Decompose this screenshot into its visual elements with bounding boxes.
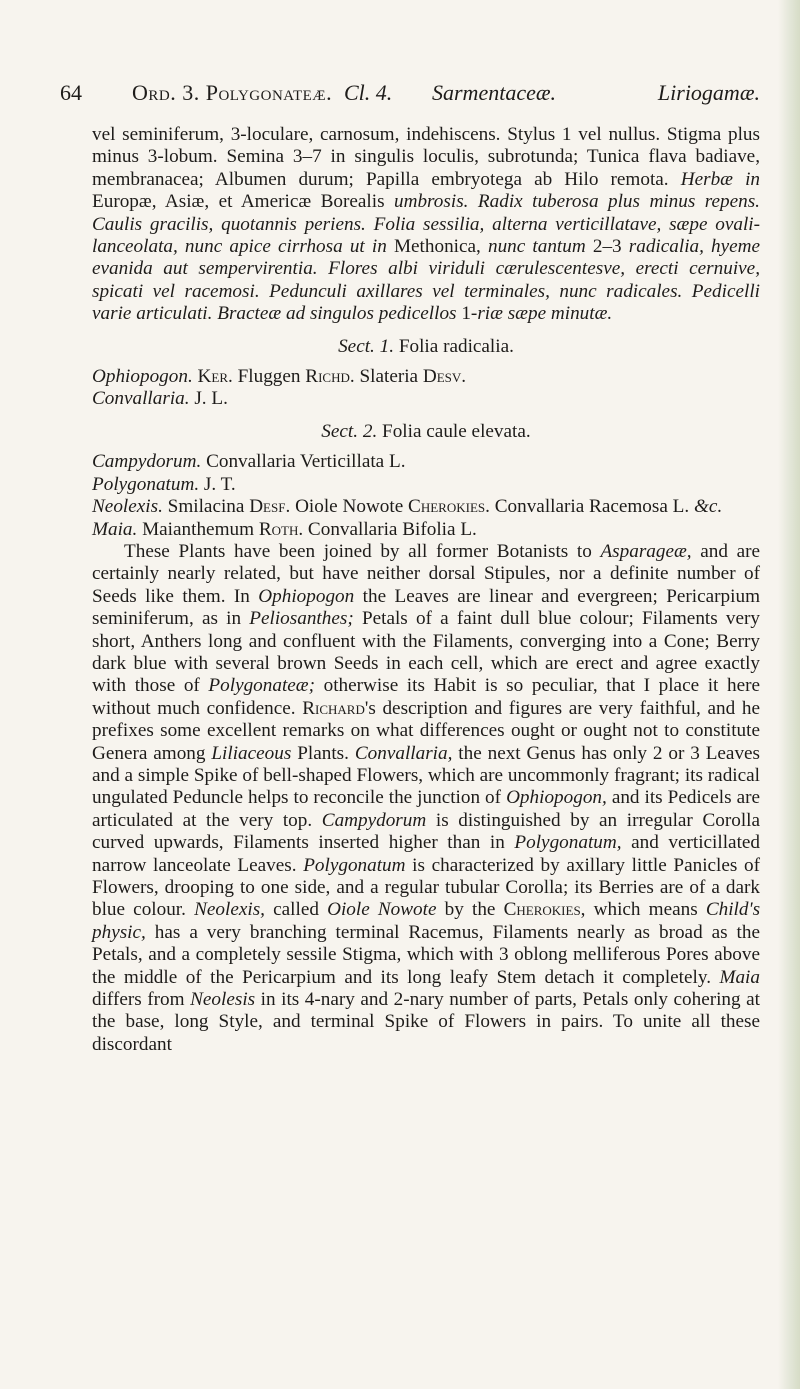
text-run: Oiole Nowote	[327, 899, 437, 921]
text-run: Ophiopogon	[258, 585, 355, 607]
text-run: Europæ, Asiæ, et Americæ Borealis	[92, 191, 385, 213]
text-run: &c.	[694, 496, 723, 518]
text-run: .	[461, 366, 467, 388]
running-header	[60, 76, 760, 110]
text-run: Richd	[305, 366, 350, 388]
text-run: Desf	[249, 496, 286, 518]
genus-name: Maia.	[92, 518, 138, 540]
section-heading-1	[92, 336, 760, 358]
text-run: J. L.	[194, 388, 228, 410]
text-run: Cherokies	[408, 496, 486, 518]
text-run: the next Genus has only 2 or 3 Leaves and a simple Spike of bell-shaped Flowers, which are uncommonly fragrant; its radical ungulated Peduncle helps to reconcile the junction of	[92, 742, 761, 809]
text-run: . Fluggen	[228, 366, 301, 388]
text-run: nunc tantum	[487, 236, 586, 258]
text-run: Convallaria,	[354, 742, 453, 764]
text-run: Smilacina	[167, 496, 245, 518]
text-run: Plants.	[297, 742, 349, 764]
header-subfamily: Liriogamæ.	[657, 80, 760, 105]
text-run: differs from	[92, 989, 185, 1011]
text-run: . Oiole Nowote	[285, 496, 404, 518]
text-run: Neolexis,	[194, 899, 265, 921]
text-run: Roth	[258, 518, 299, 540]
genus-name: Neolexis.	[92, 496, 163, 518]
text-run: called	[273, 899, 319, 921]
text-run: and its Pedicels are articulated at the very top.	[92, 787, 761, 831]
text-run: Maianthemum	[142, 518, 255, 540]
genus-entry	[92, 496, 760, 518]
text-run: by the	[444, 899, 496, 921]
latin-description	[92, 124, 760, 326]
page-number: 64	[60, 80, 82, 105]
header-family: Sarmentaceæ.	[432, 80, 557, 105]
text-run: . Slateria	[349, 366, 419, 388]
text-run: Maia	[719, 966, 760, 988]
text-run: Desv	[422, 366, 462, 388]
text-run: Methonica,	[393, 236, 481, 258]
text-run: , which means	[580, 899, 698, 921]
page-body	[92, 124, 760, 1056]
text-run: 's description and figures are very faithful, and he prefixes some excellent remarks on what differences ought or ought not to constitute Genera among	[92, 697, 760, 764]
genus-name: Campydorum.	[92, 451, 202, 473]
genus-entry	[92, 388, 760, 410]
text-run: otherwise its Habit is so peculiar, that I place it here without much confidence.	[92, 675, 760, 719]
text-run: Richard	[302, 697, 365, 719]
discussion-paragraph	[92, 541, 760, 1056]
text-run: Ker	[197, 366, 228, 388]
text-run: radicalia, hyeme evanida aut sempervirentia. Flores albi viriduli cærulescentesve, erecti cernuive, spicati vel racemosi. Pedunculi axillares vel terminales, nunc radicales. Pedicelli varie articulati. Bracteæ ad singulos pedicellos	[92, 236, 761, 325]
genus-entry	[92, 474, 760, 496]
genus-entry	[92, 451, 760, 473]
text-run: Ophiopogon,	[506, 787, 607, 809]
header-class: Cl. 4.	[344, 80, 393, 105]
text-run: Child's physic,	[92, 899, 761, 943]
header-order: Ord. 3. Polygonateæ.	[132, 80, 333, 105]
text-run: Polygonatum	[303, 854, 406, 876]
section-heading-2	[92, 421, 760, 443]
genus-name: Polygonatum.	[92, 473, 200, 495]
text-run: is distinguished by an irregular Corolla curved upwards, Filaments inserted higher than in	[92, 809, 760, 854]
text-run: Asparageæ,	[600, 540, 692, 562]
text-run: Polygonatum,	[514, 832, 622, 854]
text-run: and verticillated narrow lanceolate Leaves.	[92, 832, 761, 876]
section-label: Sect. 1.	[338, 335, 395, 357]
text-run: and are certainly nearly related, but have neither dorsal Stipules, nor a definite number of Seeds like them. In	[92, 540, 760, 607]
text-run: is characterized by axillary little Panicles of Flowers, drooping to one side, and a regular tubular Corolla; its Berries are of a dark blue colour.	[92, 854, 760, 921]
text-run: riæ sæpe minutæ.	[477, 303, 613, 325]
text-run: umbrosis. Radix tuberosa plus minus repens. Caulis gracilis, quotannis periens. Folia sessilia, alterna verticillatave, sæpe ovali-lanceolata, nunc apice cirrhosa ut in	[92, 191, 760, 258]
genus-entry	[92, 366, 760, 388]
text-run: the Leaves are linear and evergreen; Pericarpium seminiferum, as in	[92, 585, 761, 630]
text-run: Petals of a faint dull blue colour; Filaments very short, Anthers long and confluent with the Filaments, converging into a Cone; Berry dark blue with several brown Seeds in each cell, which are erect and agree exactly with those of	[92, 608, 761, 697]
text-run: Campydorum	[321, 809, 427, 831]
text-run: Polygonateæ;	[208, 675, 315, 697]
genus-name: Convallaria.	[92, 388, 190, 410]
text-run: These Plants have been joined by all former Botanists to	[124, 540, 592, 562]
text-run: Herbæ in	[680, 168, 761, 190]
text-run: Neolesis	[190, 989, 256, 1011]
text-run: in its 4-nary and 2-nary number of parts, Petals only cohering at the base, long Style, and terminal Spike of Flowers in pairs. To unite all these discordant	[92, 989, 760, 1055]
section-label: Sect. 2.	[321, 420, 378, 442]
text-run: Peliosanthes;	[249, 608, 354, 630]
text-run: Liliaceous	[211, 742, 292, 764]
text-run: Cherokies	[503, 899, 581, 921]
text-run: . Convallaria Bifolia L.	[298, 518, 477, 540]
genus-entry	[92, 519, 760, 541]
section-title: Folia radicalia.	[398, 335, 514, 357]
page-edge-shadow	[778, 0, 800, 1389]
section-title: Folia caule elevata.	[382, 420, 531, 442]
text-run: Convallaria Verticillata L.	[206, 451, 406, 473]
text-run: . Convallaria Racemosa L.	[485, 496, 690, 518]
text-run: J. T.	[203, 473, 236, 495]
text-run: has a very branching terminal Racemus, Filaments nearly as broad as the Petals, and a completely sessile Stigma, which with 3 oblong melliferous Pores above the middle of the Pericarpium and its long leafy Stem detach it completely.	[92, 921, 760, 988]
text-run: 2–3	[592, 236, 622, 258]
genus-name: Ophiopogon.	[92, 366, 193, 388]
text-run: vel seminiferum, 3-loculare, carnosum, indehiscens. Stylus 1 vel nullus. Stigma plus minus 3-lobum. Semina 3–7 in singulis loculis, subrotunda; Tunica flava badiave, membranacea; Albumen durum; Papilla embryotega ab Hilo remota.	[92, 124, 760, 190]
text-run: 1-	[461, 303, 478, 325]
